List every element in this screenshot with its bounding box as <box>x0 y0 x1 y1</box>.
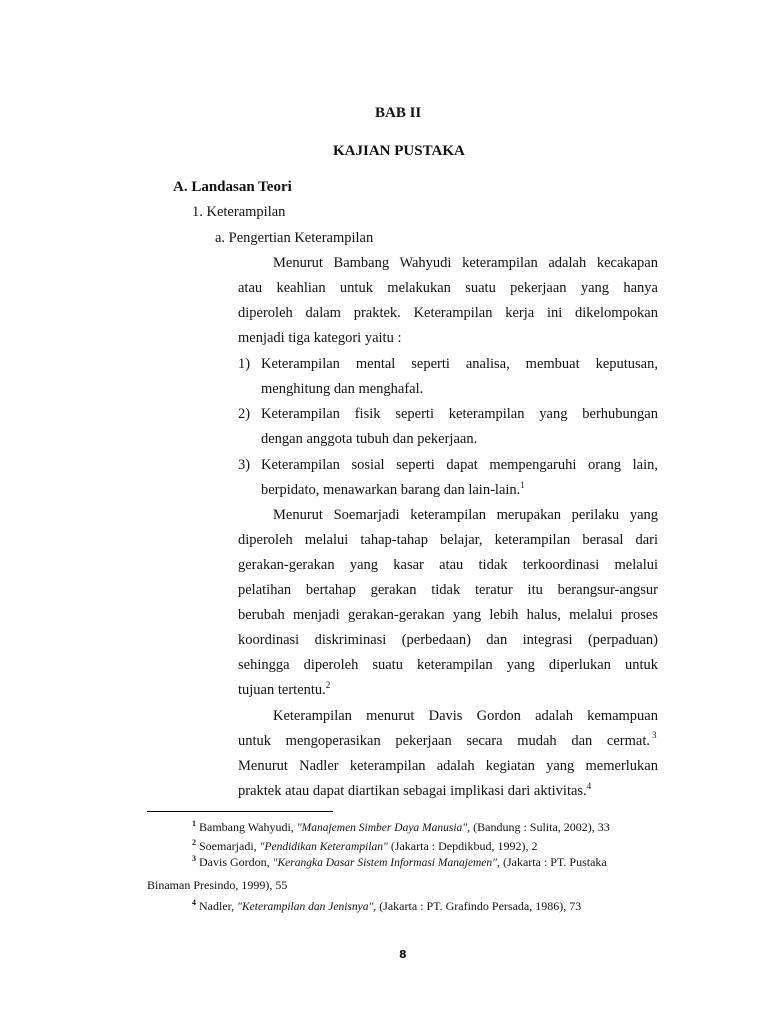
paragraph-line: Menurut Nadler keterampilan adalah kegiatan yang memerlukan <box>238 758 658 774</box>
subsubsection-heading: a. Pengertian Keterampilan <box>215 230 374 246</box>
footnote-text: Soemarjadi, <box>196 839 260 853</box>
list-number: 2) <box>238 406 251 422</box>
footnote-3-continuation: Binaman Presindo, 1999), 55 <box>147 878 288 892</box>
footnote-3 <box>192 855 607 870</box>
paragraph-line: gerakan-gerakan yang kasar atau tidak terkoordinasi melalui <box>238 557 658 573</box>
footnote-text: Bambang Wahyudi, <box>196 820 297 834</box>
footnote-text: Nadler, <box>196 899 238 913</box>
paragraph-line: menjadi tiga kategori yaitu : <box>238 330 402 346</box>
paragraph-line: sehingga diperoleh suatu keterampilan yang diperlukan untuk <box>238 657 658 673</box>
footnote-ref: 1 <box>520 480 525 491</box>
paragraph-line: diperoleh dalam praktek. Keterampilan kerja ini dikelompokan <box>238 305 658 321</box>
paragraph-line: diperoleh melalui tahap-tahap belajar, keterampilan berasal dari <box>238 532 658 548</box>
list-number: 1) <box>238 356 251 372</box>
footnote-2 <box>192 839 537 854</box>
page-number: 8 <box>399 948 407 961</box>
footnote-title: "Keterampilan dan Jenisnya", <box>237 901 377 913</box>
list-number: 3) <box>238 457 251 473</box>
paragraph-line: untuk mengoperasikan pekerjaan secara mudah dan cermat. 3 <box>238 730 657 749</box>
paragraph-line: Menurut Soemarjadi keterampilan merupakan perilaku yang <box>273 507 658 523</box>
paragraph-line-last <box>238 783 591 800</box>
footnote-text: Davis Gordon, <box>196 855 273 869</box>
footnote-title: "Pendidikan Keterampilan" <box>259 841 388 853</box>
list-item-line: Keterampilan fisik seperti keterampilan yang berhubungan <box>261 406 658 422</box>
list-item-line: Keterampilan mental seperti analisa, membuat keputusan, <box>261 356 658 372</box>
footnote-number: 3 <box>192 854 196 863</box>
list-item-line: Keterampilan sosial seperti dapat mempengaruhi orang lain, <box>261 457 658 473</box>
paragraph-text: untuk mengoperasikan pekerjaan secara mudah dan cermat. <box>238 733 650 749</box>
footnote-number: 1 <box>192 819 196 828</box>
footnote-4 <box>192 899 581 914</box>
footnote-text: (Jakarta : PT. Grafindo Persada, 1986), 73 <box>376 899 582 913</box>
footnote-text: , (Bandung : Sulita, 2002), 33 <box>467 820 610 834</box>
footnote-ref: 4 <box>586 781 592 792</box>
footnote-ref: 2 <box>325 680 331 691</box>
paragraph-text: praktek atau dapat diartikan sebagai implikasi dari aktivitas. <box>238 783 587 799</box>
subsection-heading: 1. Keterampilan <box>192 204 286 220</box>
list-item-line: menghitung dan menghafal. <box>261 381 424 397</box>
paragraph-line: Menurut Bambang Wahyudi keterampilan adalah kecakapan <box>273 255 658 271</box>
chapter-label: BAB II <box>375 105 422 121</box>
footnote-text: , (Jakarta : PT. Pustaka <box>496 855 607 869</box>
list-item-line-last <box>261 482 525 499</box>
paragraph-text: tujuan tertentu. <box>238 682 326 698</box>
footnote-title: "Manajemen Simber Daya Manusia" <box>296 822 468 834</box>
section-heading: A. Landasan Teori <box>173 179 292 195</box>
footnote-number: 4 <box>192 898 196 907</box>
list-item-line: dengan anggota tubuh dan pekerjaan. <box>261 431 478 447</box>
footnote-separator <box>147 811 333 812</box>
paragraph-line: atau keahlian untuk melakukan suatu pekerjaan yang hanya <box>238 280 658 296</box>
chapter-title: KAJIAN PUSTAKA <box>333 143 465 159</box>
paragraph-line: Keterampilan menurut Davis Gordon adalah kemampuan <box>273 708 658 724</box>
paragraph-line-last <box>238 682 330 699</box>
footnote-title: "Kerangka Dasar Sistem Informasi Manajemen" <box>272 857 497 869</box>
footnote-text: (Jakarta : Depdikbud, 1992), 2 <box>387 839 538 853</box>
paragraph-line: koordinasi diskriminasi (perbedaan) dan integrasi (perpaduan) <box>238 632 658 648</box>
list-item-text: berpidato, menawarkan barang dan lain-lain. <box>261 482 521 498</box>
paragraph-line: pelatihan bertahap gerakan tidak teratur itu berangsur-angsur <box>238 582 658 598</box>
paragraph-line: berubah menjadi gerakan-gerakan yang lebih halus, melalui proses <box>238 607 658 623</box>
footnote-1 <box>192 820 610 835</box>
footnote-number: 2 <box>192 838 196 847</box>
